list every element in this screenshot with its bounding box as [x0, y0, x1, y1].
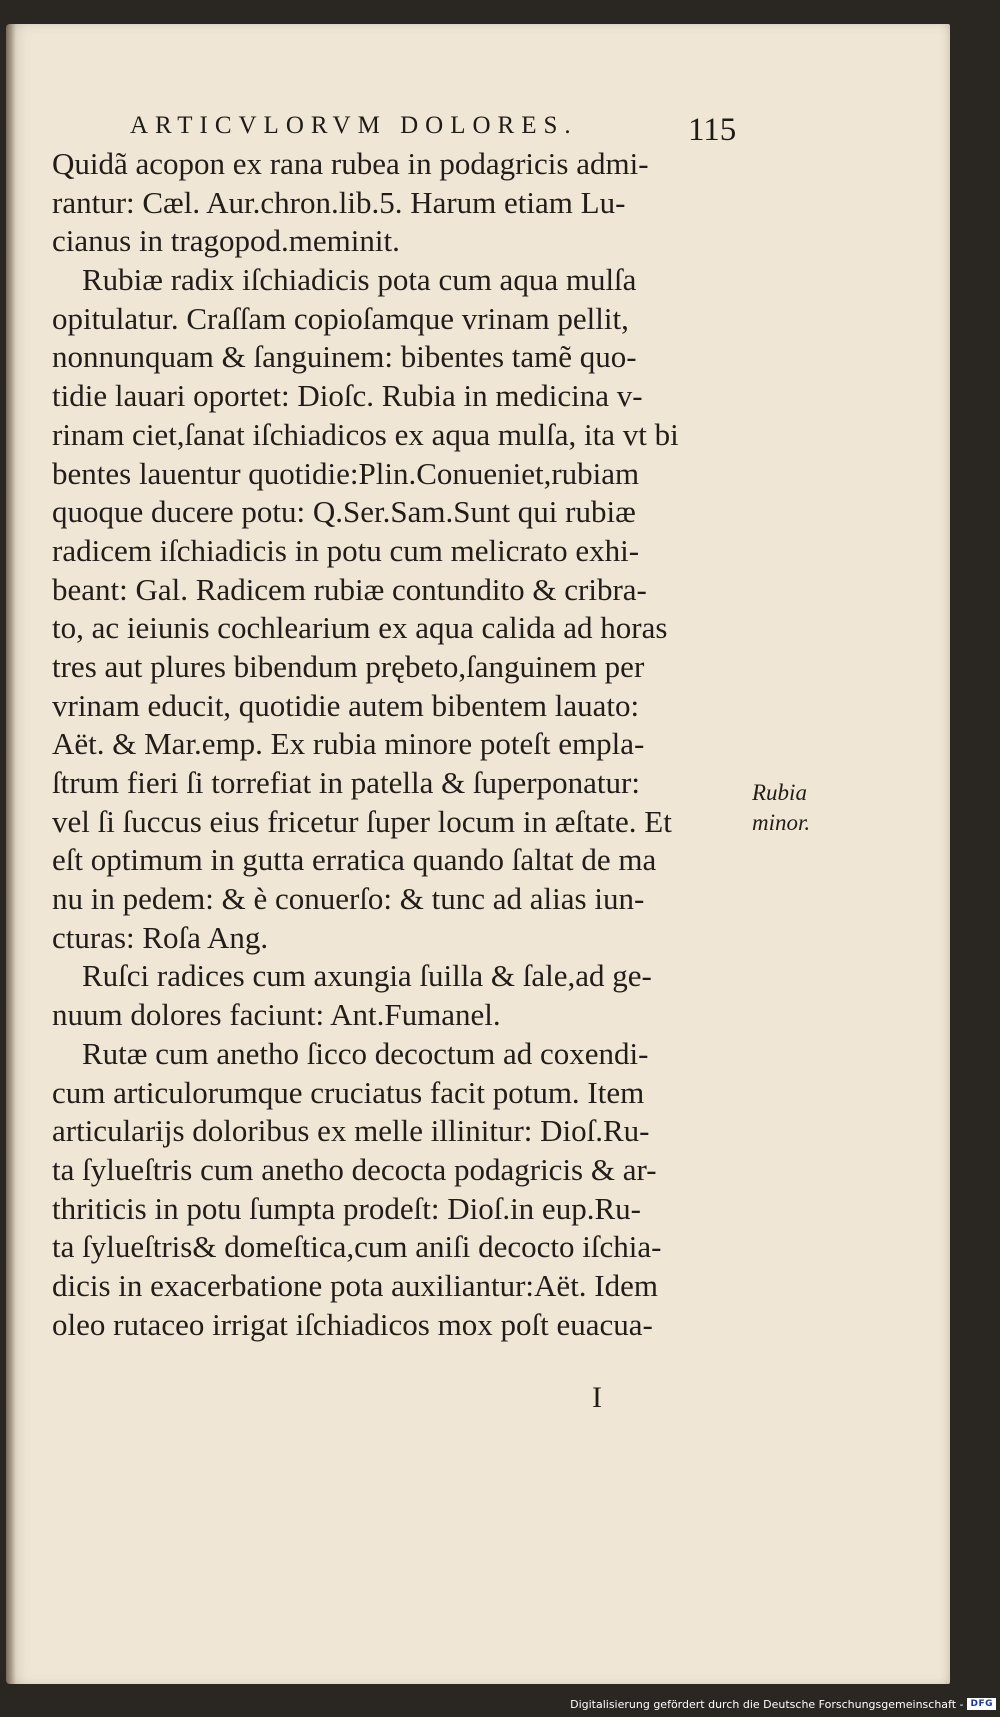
text-line: Rutæ cum anetho ſicco decoctum ad coxendi-	[82, 1035, 649, 1071]
text-line: vel ſi ſuccus eius fricetur ſuper locum in æſtate. Et	[52, 803, 672, 839]
text-line: Aët. & Mar.emp. Ex rubia minore poteſt empla-	[52, 726, 645, 762]
text-line: opitulatur. Craſſam copioſamque vrinam pellit,	[52, 300, 629, 336]
text-line: tidie lauari oportet: Dioſc. Rubia in medicina v-	[52, 378, 643, 414]
digitization-credit	[570, 1693, 996, 1715]
text-line: Ruſci radices cum axungia ſuilla & ſale,ad ge-	[82, 958, 652, 994]
text-line: nonnunquam & ſanguinem: bibentes tamẽ quo-	[52, 339, 637, 375]
text-line: Quidã acopon ex rana rubea in podagricis admi-	[52, 146, 649, 181]
text-line: rantur: Cæl. Aur.chron.lib.5. Harum etiam Lu-	[52, 184, 626, 220]
marginal-note	[752, 778, 810, 838]
text-line: cturas: Roſa Ang.	[52, 919, 269, 955]
signature-mark: I	[592, 1381, 602, 1414]
text-line: articularijs doloribus ex melle illinitur: Dioſ.Ru-	[52, 1113, 650, 1149]
text-line: nuum dolores faciunt: Ant.Fumanel.	[52, 997, 501, 1033]
marginal-note-line: Rubia	[752, 780, 807, 805]
text-line: oleo rutaceo irrigat iſchiadicos mox poſt euacua-	[52, 1306, 653, 1342]
text-line: Rubiæ radix iſchiadicis pota cum aqua mulſa	[82, 262, 637, 298]
text-line: dicis in exacerbatione pota auxiliantur:Aët. Idem	[52, 1267, 658, 1303]
text-line: nu in pedem: & è conuerſo: & tunc ad alias iun-	[52, 881, 645, 917]
text-line: ta ſylueſtris& domeſtica,cum aniſi decocto iſchia-	[52, 1229, 662, 1265]
text-line: rinam ciet,ſanat iſchiadicos ex aqua mulſa, ita vt bi	[52, 416, 679, 452]
text-line: quoque ducere potu: Q.Ser.Sam.Sunt qui rubiæ	[52, 494, 636, 530]
text-line: cum articulorumque cruciatus facit potum. Item	[52, 1074, 645, 1110]
text-line: ſtrum fieri ſi torrefiat in patella & ſuperponatur:	[52, 765, 640, 800]
text-line: ta ſylueſtris cum anetho decocta podagricis & ar-	[52, 1151, 657, 1187]
text-line: beant: Gal. Radicem rubiæ contundito & cribra-	[52, 571, 647, 607]
text-line: vrinam educit, quotidie autem bibentem lauato:	[52, 687, 640, 723]
dfg-logo: DFG	[967, 1698, 996, 1710]
body-text	[52, 145, 752, 1344]
text-line: thriticis in potu ſumpta prodeſt: Dioſ.in eup.Ru-	[52, 1190, 641, 1226]
text-line: to, ac ieiunis cochlearium ex aqua calida ad horas	[52, 610, 668, 646]
text-line: eſt optimum in gutta erratica quando ſaltat de ma	[52, 842, 657, 878]
text-line: tres aut plures bibendum prębeto,ſanguinem per	[52, 648, 645, 684]
credit-text: Digitalisierung gefördert durch die Deutsche Forschungsgemeinschaft -	[570, 1697, 964, 1711]
text-line: bentes lauentur quotidie:Plin.Conueniet,rubiam	[52, 455, 640, 491]
marginal-note-line: minor.	[752, 810, 811, 835]
text-line: cianus in tragopod.meminit.	[52, 223, 400, 259]
text-line: radicem iſchiadicis in potu cum melicrato exhi-	[52, 532, 640, 568]
running-title: ARTICVLORVM DOLORES.	[130, 112, 578, 139]
page-number: 115	[688, 112, 737, 148]
